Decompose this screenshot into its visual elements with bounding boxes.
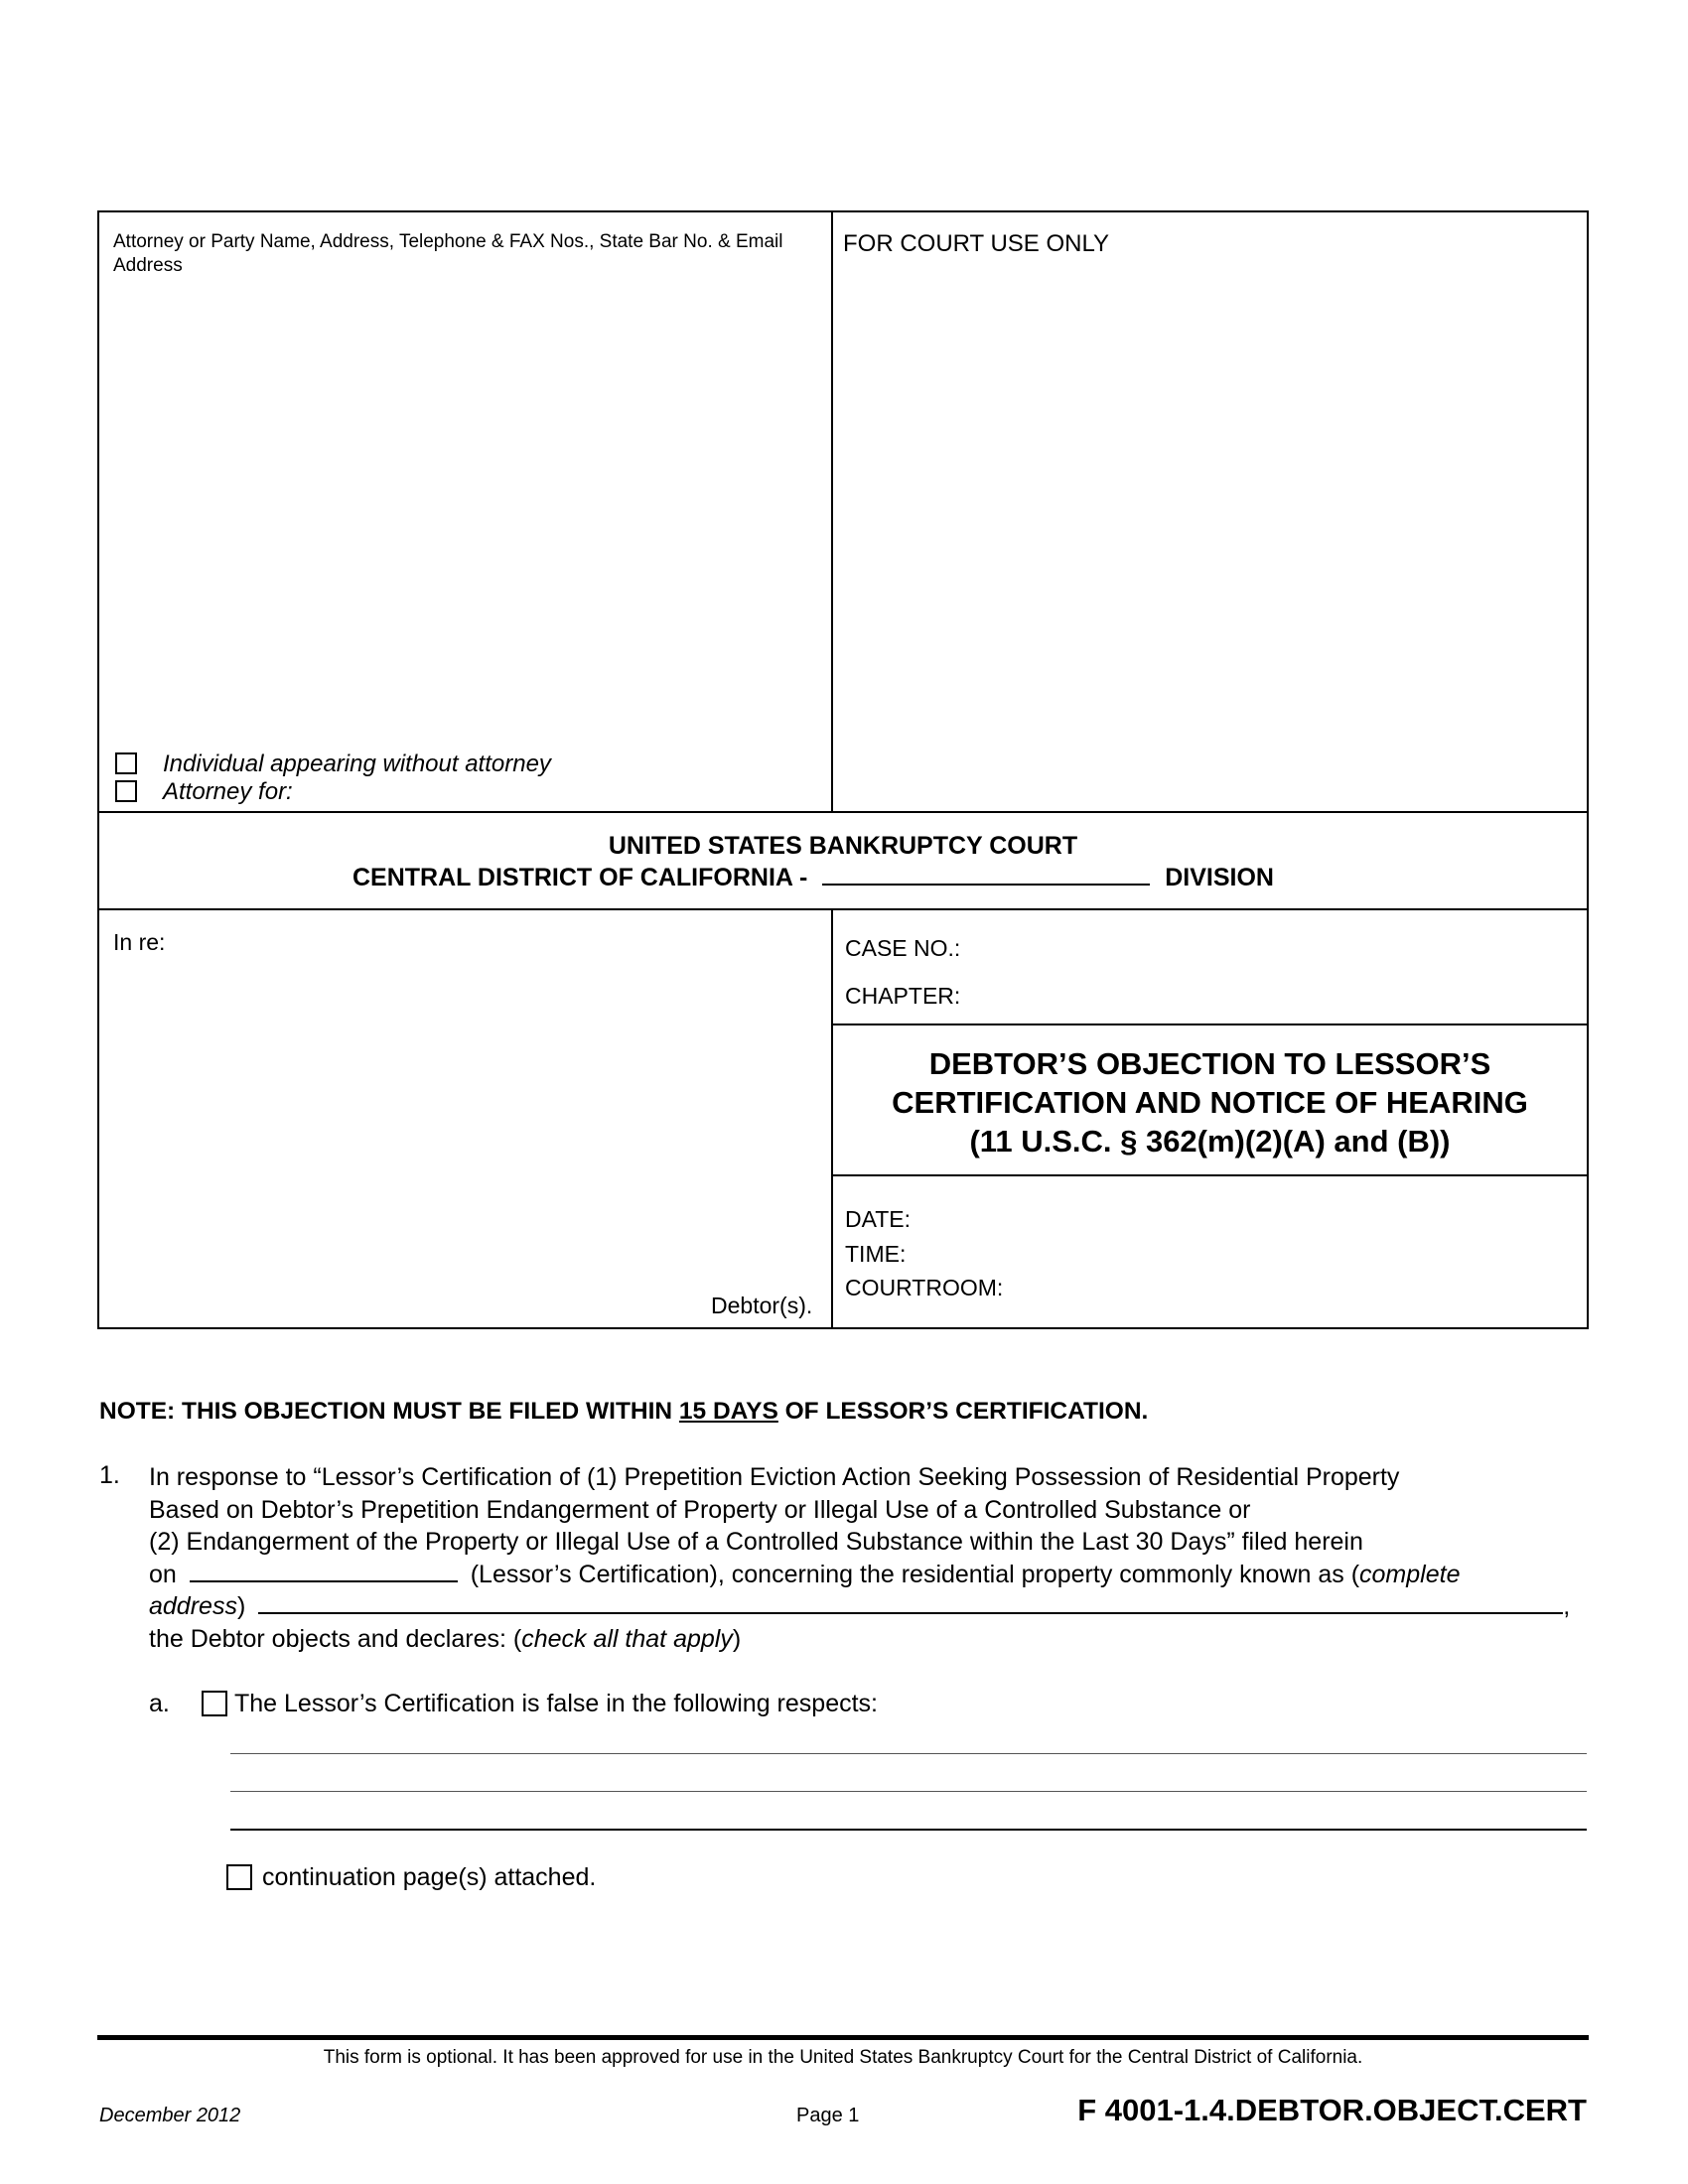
property-address-blank[interactable] bbox=[258, 1612, 1563, 1614]
footer-approval-text: This form is optional. It has been approved for use in the United States Bankruptcy Court for the Central District of California. bbox=[323, 2047, 1363, 2068]
objects-suffix: ) bbox=[732, 1624, 742, 1653]
court-use-only-label: FOR COURT USE ONLY bbox=[843, 230, 1110, 257]
note-emphasis: 15 DAYS bbox=[678, 1398, 778, 1425]
item-1-line-6 bbox=[149, 1623, 1589, 1656]
court-district-line bbox=[352, 864, 1274, 892]
table-border-right bbox=[1587, 210, 1589, 1329]
attorney-for-checkbox[interactable] bbox=[115, 780, 137, 802]
table-border-left bbox=[97, 210, 99, 1329]
certification-date-blank[interactable] bbox=[190, 1580, 458, 1582]
continuation-pages-checkbox[interactable] bbox=[226, 1864, 252, 1890]
lessor-certification-false-checkbox[interactable] bbox=[202, 1691, 227, 1716]
item-1-line-5 bbox=[149, 1590, 1589, 1623]
in-re-label: In re: bbox=[113, 929, 166, 955]
individual-without-attorney-label: Individual appearing without attorney bbox=[163, 751, 551, 777]
hearing-date-label: DATE: bbox=[845, 1206, 912, 1232]
address-text: address bbox=[149, 1592, 237, 1620]
court-name: UNITED STATES BANKRUPTCY COURT bbox=[608, 832, 1078, 860]
divider-court-bottom bbox=[97, 908, 1589, 910]
attorney-for-label: Attorney for: bbox=[163, 778, 293, 805]
note-suffix: OF LESSOR’S CERTIFICATION. bbox=[777, 1398, 1149, 1425]
address-close-paren: ) bbox=[236, 1592, 246, 1620]
hearing-time-label: TIME: bbox=[845, 1241, 907, 1267]
certification-text: (Lessor’s Certification), concerning the residential property commonly known as ( bbox=[470, 1560, 1360, 1588]
explanation-line-2[interactable] bbox=[230, 1791, 1587, 1792]
note-prefix: NOTE: THIS OBJECTION MUST BE FILED WITHIN bbox=[99, 1398, 679, 1425]
item-1-line-4 bbox=[149, 1559, 1589, 1591]
complete-text: complete bbox=[1359, 1560, 1461, 1588]
divider-title bbox=[831, 1174, 1589, 1176]
footer-form-id: F 4001-1.4.DEBTOR.OBJECT.CERT bbox=[1077, 2093, 1587, 2127]
item-a-text: The Lessor’s Certification is false in the following respects: bbox=[234, 1690, 878, 1717]
objects-prefix: the Debtor objects and declares: ( bbox=[149, 1624, 522, 1653]
title-line-1: DEBTOR’S OBJECTION TO LESSOR’S bbox=[928, 1046, 1491, 1081]
table-border-top bbox=[97, 210, 1589, 212]
check-all-text: check all that apply bbox=[521, 1624, 733, 1653]
divider-top-vertical bbox=[831, 210, 833, 812]
divider-court-top bbox=[97, 811, 1589, 813]
item-1-body bbox=[149, 1461, 1589, 1655]
hearing-courtroom-label: COURTROOM: bbox=[845, 1275, 1004, 1300]
footer-page-number: Page 1 bbox=[796, 2105, 860, 2126]
item-1-line-2: Based on Debtor’s Prepetition Endangerment of Property or Illegal Use of a Controlled Substance or bbox=[149, 1495, 1251, 1524]
footer-rule bbox=[97, 2035, 1589, 2040]
item-a-label: a. bbox=[149, 1690, 170, 1717]
court-district-prefix: CENTRAL DISTRICT OF CALIFORNIA - bbox=[352, 864, 808, 891]
filing-deadline-note bbox=[99, 1398, 1148, 1426]
title-line-2: CERTIFICATION AND NOTICE OF HEARING bbox=[892, 1085, 1528, 1120]
chapter-label: CHAPTER: bbox=[845, 983, 961, 1009]
table-border-bottom bbox=[97, 1327, 1589, 1329]
item-number: 1. bbox=[99, 1461, 120, 1489]
explanation-line-3[interactable] bbox=[230, 1829, 1587, 1831]
divider-chapter bbox=[831, 1024, 1589, 1025]
on-label: on bbox=[149, 1560, 177, 1588]
court-division-suffix: DIVISION bbox=[1165, 864, 1274, 891]
explanation-line-1[interactable] bbox=[230, 1753, 1587, 1754]
address-comma: , bbox=[1563, 1592, 1571, 1620]
individual-without-attorney-checkbox[interactable] bbox=[115, 752, 137, 774]
document-title bbox=[833, 1044, 1587, 1160]
title-line-3: (11 U.S.C. § 362(m)(2)(A) and (B)) bbox=[969, 1124, 1451, 1159]
case-no-label: CASE NO.: bbox=[845, 935, 961, 961]
division-blank[interactable] bbox=[822, 884, 1150, 886]
attorney-info-label: Attorney or Party Name, Address, Telephone & FAX Nos., State Bar No. & Email Address bbox=[113, 231, 783, 276]
item-1-line-3: (2) Endangerment of the Property or Illegal Use of a Controlled Substance within the Last 30 Days” filed herein bbox=[149, 1528, 1363, 1556]
continuation-pages-label: continuation page(s) attached. bbox=[262, 1863, 597, 1891]
item-1-line-1: In response to “Lessor’s Certification of (1) Prepetition Eviction Action Seeking Possession of Residential Property bbox=[149, 1463, 1400, 1491]
footer-revision-date: December 2012 bbox=[99, 2105, 241, 2126]
debtors-label: Debtor(s). bbox=[711, 1293, 813, 1318]
